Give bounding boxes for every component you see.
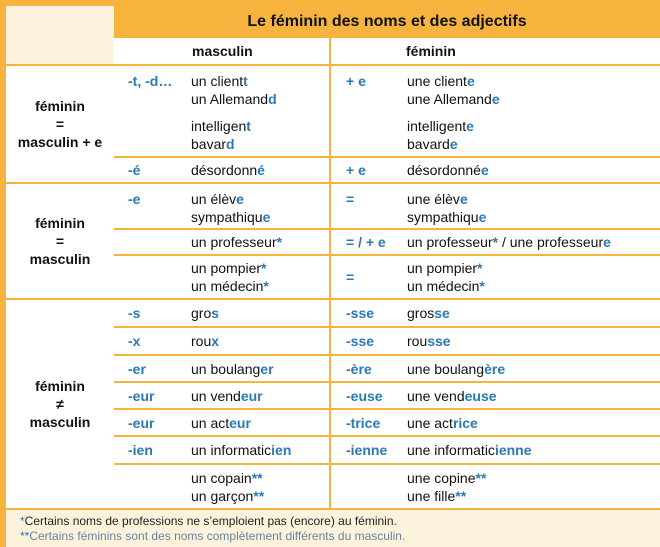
word-stem: sympathiqu (407, 209, 479, 225)
word-line (407, 259, 660, 277)
word-ending: e (262, 209, 271, 225)
word-line (407, 208, 660, 226)
word-ending: e (236, 191, 244, 207)
column-divider (329, 38, 331, 508)
word-line (191, 208, 331, 226)
feminin-rule: -ère (346, 360, 372, 377)
word-ending: e (478, 209, 487, 225)
word-line (191, 360, 331, 378)
masculin-examples (191, 410, 331, 435)
word-ending: é (257, 162, 265, 178)
word-line (407, 135, 660, 153)
word-stem: bavard (407, 136, 450, 152)
word-line (191, 90, 331, 108)
word-ending: * (477, 260, 483, 276)
word-line (191, 414, 331, 432)
word-ending: t (243, 73, 248, 89)
footnote-text: Certains féminins sont des noms complètement différents du masculin. (29, 529, 406, 543)
masculin-examples (191, 437, 331, 463)
masculin-suffix: -t, -d… (128, 73, 173, 89)
masculin-suffix: -ien (128, 442, 153, 458)
word-line (407, 233, 660, 251)
word-ending: t (246, 118, 251, 134)
table-row (114, 356, 660, 381)
word-ending: e (459, 191, 468, 207)
word-stem: désordonn (191, 162, 258, 178)
word-ending: e (603, 234, 611, 250)
word-line (407, 487, 660, 505)
word-stem: un garçon (191, 487, 254, 504)
word-line (191, 233, 331, 251)
feminin-rule: = (346, 269, 355, 285)
category-1 (6, 66, 114, 182)
feminin-rule: = (346, 191, 355, 207)
word-ending: ienne (494, 442, 532, 458)
word-stem: un informatic (191, 442, 272, 458)
word-line (407, 117, 660, 135)
category-text: = (55, 233, 65, 249)
masculin-suffix (128, 256, 188, 298)
word-stem: rou (407, 333, 428, 349)
word-ending: e (466, 118, 474, 134)
word-ending: * (261, 260, 267, 276)
word-line (191, 487, 331, 505)
category-text: masculin + e (17, 134, 103, 150)
word-line (191, 332, 331, 350)
word-stem: gros (407, 305, 435, 321)
masculin-suffix: -eur (128, 387, 155, 404)
word-stem: un médecin (407, 278, 480, 294)
feminin-examples (407, 66, 660, 156)
word-stem: une élèv (407, 191, 460, 207)
word-stem: un vend (191, 387, 241, 404)
word-line (407, 304, 660, 322)
category-text: féminin (35, 215, 85, 231)
word-line (191, 469, 331, 487)
footnote-2 (20, 529, 660, 544)
word-line (191, 117, 331, 135)
feminin-examples (407, 158, 660, 182)
masculin-examples (191, 66, 331, 156)
masculin-examples (191, 158, 331, 182)
word-stem: une act (407, 414, 453, 431)
word-ending: eur (229, 414, 251, 431)
word-ending: euse (464, 387, 497, 404)
word-line (191, 259, 331, 277)
word-ending: * (276, 234, 283, 250)
table-row (114, 230, 660, 254)
word-stem: une boulang (407, 360, 485, 377)
feminin-rule: = / + e (346, 234, 386, 250)
word-line (191, 277, 331, 295)
word-line (407, 441, 660, 459)
word-stem: un pompier (191, 260, 262, 276)
masculin-suffix: -é (128, 162, 141, 178)
word-ending: ère (484, 360, 506, 377)
word-stem: intelligen (191, 118, 247, 134)
word-stem: / une professeur (498, 234, 604, 250)
word-stem: un copain (191, 469, 252, 486)
word-line (407, 469, 660, 487)
word-stem: rou (191, 333, 212, 349)
feminin-examples (407, 230, 660, 254)
feminin-rule: -trice (346, 414, 381, 431)
word-stem: une copine (407, 469, 476, 486)
table-row (114, 465, 660, 508)
masculin-suffix (128, 465, 188, 508)
feminin-rule: -sse (346, 333, 375, 349)
word-stem: une fille (407, 487, 456, 504)
word-stem: bavar (191, 136, 227, 152)
word-line (191, 387, 331, 405)
word-stem: gro (191, 305, 212, 321)
word-line (191, 72, 331, 90)
feminin-examples (407, 300, 660, 326)
word-stem: un professeur (191, 234, 277, 250)
feminin-rule: -sse (346, 305, 375, 321)
header-feminin: féminin (331, 38, 660, 64)
word-line (191, 135, 331, 153)
word-stem: un Allemand (191, 91, 269, 107)
word-line (191, 441, 331, 459)
word-stem: un professeur (407, 234, 493, 250)
word-ending: * (263, 278, 269, 294)
word-line (407, 72, 660, 90)
feminin-examples (407, 256, 660, 298)
feminin-examples (407, 184, 660, 228)
masculin-suffix: -er (128, 360, 146, 377)
word-stem: une informatic (407, 442, 495, 458)
word-ending: er (260, 360, 274, 377)
footnote-1 (20, 514, 660, 529)
table-row (114, 383, 660, 408)
masculin-examples (191, 328, 331, 354)
feminin-examples (407, 410, 660, 435)
feminin-examples (407, 383, 660, 408)
word-stem: une client (407, 73, 467, 89)
table-row (114, 300, 660, 326)
word-stem: un act (191, 414, 230, 431)
word-ending: * (479, 278, 485, 294)
table-row (114, 410, 660, 435)
feminin-examples (407, 465, 660, 508)
word-ending: ** (475, 469, 487, 486)
word-ending: rice (452, 414, 478, 431)
word-ending: e (449, 136, 458, 152)
word-ending: x (211, 333, 220, 349)
masculin-examples (191, 230, 331, 254)
word-ending: e (466, 73, 475, 89)
masculin-suffix: -eur (128, 414, 155, 431)
header-masculin: masculin (114, 38, 329, 64)
word-ending: e (480, 162, 489, 178)
category-text: féminin (35, 98, 85, 114)
word-line (191, 161, 331, 179)
footnote-mark: * (20, 514, 25, 528)
word-stem: un boulang (191, 360, 261, 377)
word-line (407, 161, 660, 179)
masculin-examples (191, 184, 331, 228)
category-3 (6, 300, 114, 508)
word-ending: e (491, 91, 500, 107)
footnote-text: Certains noms de professions ne s’emploient pas (encore) au féminin. (24, 514, 397, 528)
word-ending: * (492, 234, 499, 250)
masculin-examples (191, 300, 331, 326)
table-row (114, 66, 660, 156)
word-line (407, 332, 660, 350)
word-stem: une vend (407, 387, 465, 404)
masculin-suffix (128, 230, 188, 254)
masculin-suffix: -x (128, 333, 141, 349)
masculin-examples (191, 383, 331, 408)
table-row (114, 158, 660, 182)
word-line (407, 190, 660, 208)
category-text: féminin (35, 378, 85, 394)
word-ending: d (226, 136, 235, 152)
category-text: ≠ (56, 396, 64, 412)
word-line (191, 108, 331, 117)
word-stem: un client (191, 73, 244, 89)
footnotes (6, 510, 660, 547)
masculin-suffix: -s (128, 305, 141, 321)
word-stem: un pompier (407, 260, 478, 276)
word-ending: ** (251, 469, 263, 486)
word-line (407, 387, 660, 405)
masculin-examples (191, 356, 331, 381)
feminin-rule: + e (346, 162, 366, 178)
word-stem: un élèv (191, 191, 237, 207)
category-text: masculin (29, 251, 91, 267)
feminin-rule: -ienne (346, 442, 388, 458)
word-ending: d (268, 91, 277, 107)
masculin-suffix: -e (128, 191, 141, 207)
word-ending: ien (271, 442, 292, 458)
category-text: masculin (29, 414, 91, 430)
table-row (114, 437, 660, 463)
word-stem: une Allemand (407, 91, 492, 107)
masculin-examples (191, 256, 331, 298)
word-line (191, 190, 331, 208)
word-ending: se (434, 305, 450, 321)
word-stem: désordonné (407, 162, 481, 178)
word-line (407, 277, 660, 295)
feminin-rule (346, 465, 404, 508)
category-text: = (55, 116, 65, 132)
word-stem: sympathiqu (191, 209, 263, 225)
word-ending: ** (455, 487, 467, 504)
corner-cell (6, 6, 114, 64)
word-line (191, 304, 331, 322)
word-stem: un médecin (191, 278, 264, 294)
word-line (407, 360, 660, 378)
table-row (114, 328, 660, 354)
table-title: Le féminin des noms et des adjectifs (114, 6, 660, 38)
word-stem: intelligent (407, 118, 467, 134)
feminin-rule: -euse (346, 387, 383, 404)
footnote-mark: ** (20, 529, 30, 543)
feminin-examples (407, 356, 660, 381)
word-ending: s (211, 305, 220, 321)
category-2 (6, 184, 114, 298)
feminin-examples (407, 328, 660, 354)
table-row (114, 184, 660, 228)
word-line (407, 108, 660, 117)
feminin-examples (407, 437, 660, 463)
feminin-rule: + e (346, 73, 366, 89)
word-ending: ** (253, 487, 265, 504)
word-line (407, 414, 660, 432)
word-ending: sse (427, 333, 451, 349)
word-line (407, 90, 660, 108)
table-row (114, 256, 660, 298)
word-ending: eur (240, 387, 263, 404)
masculin-examples (191, 465, 331, 508)
